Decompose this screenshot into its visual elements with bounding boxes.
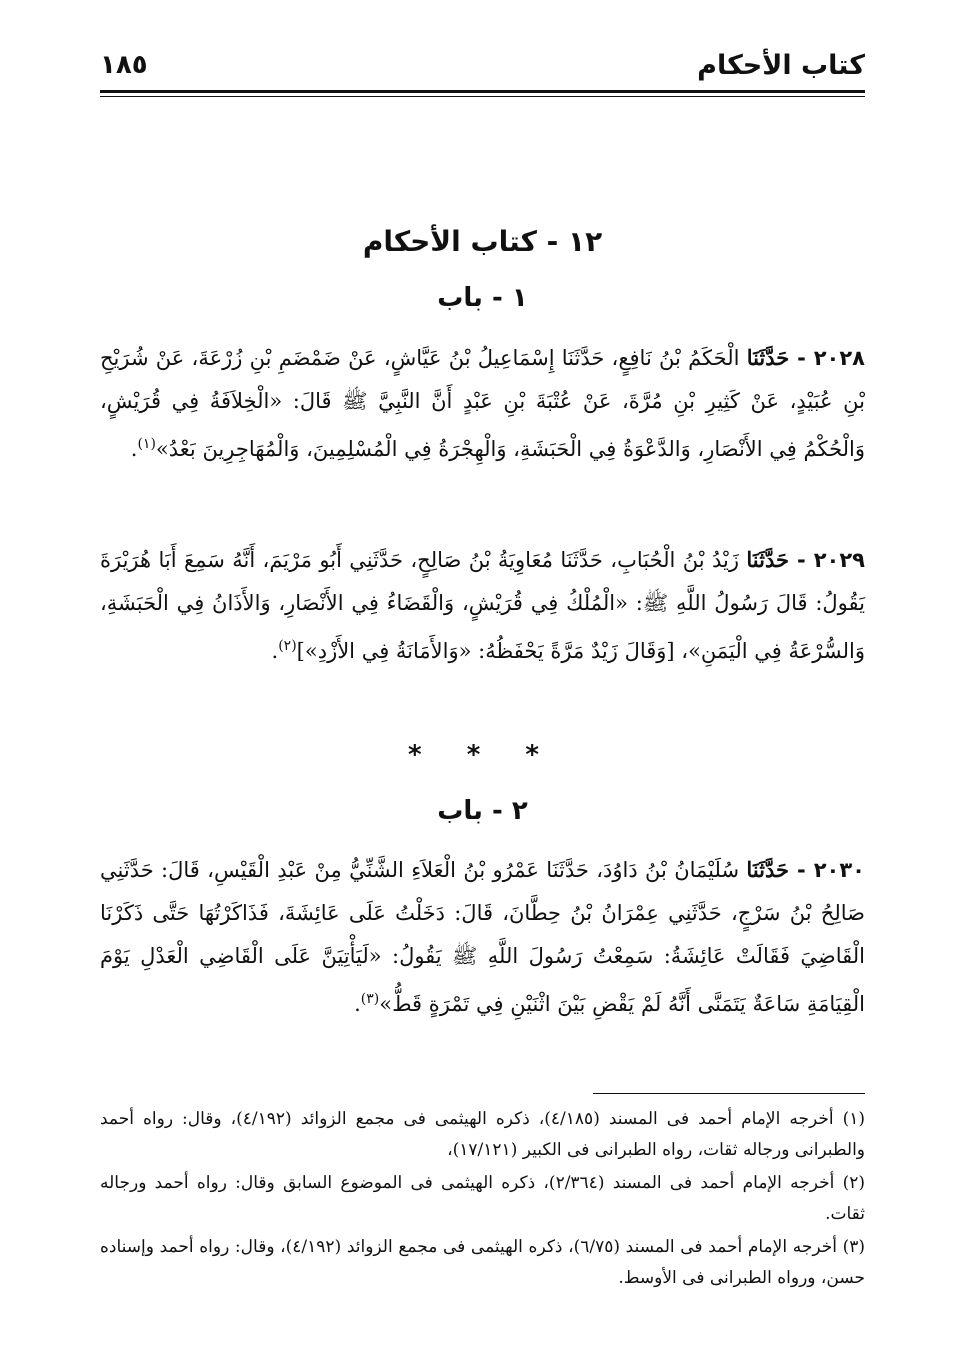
hadith-2028 (100, 336, 865, 471)
hadith-lead: حَدَّثَنَا (746, 345, 790, 370)
hadith-text: زَيْدُ بْنُ الْحُبَابِ، حَدَّثَنَا مُعَاوِيَةُ بْنُ صَالِحٍ، حَدَّثَنِي أَبُو مَرْيَمَ، أَنَّهُ سَمِعَ أَبَا هُرَيْرَةَ يَقُولُ: قَالَ رَسُولُ اللَّهِ ﷺ: «الْمُلْكُ فِي قُرَيْشٍ، وَالْقَضَاءُ فِي الأَنْصَارِ، وَالأَذَانُ فِي الْحَبَشَةِ، وَالسُّرْعَةُ فِي الْيَمَنِ»، [وَقَالَ زَيْدٌ مَرَّةً يَحْفَظُهُ: «وَالأَمَانَةُ فِي الأَزْدِ»] (100, 548, 865, 663)
hadith-end: . (271, 639, 279, 663)
hadith-lead: حَدَّثَنَا (746, 857, 790, 882)
hadith-text: سُلَيْمَانُ بْنُ دَاوُدَ، حَدَّثَنَا عَمْرُو بْنُ الْعَلاَءِ الشَّنِّيُّ مِنْ عَبْدِ الْقَيْسِ، قَالَ: حَدَّثَنِي صَالِحُ بْنُ سَرْجٍ، حَدَّثَنِي عِمْرَانُ بْنُ حِطَّانَ، قَالَ: دَخَلْتُ عَلَى عَائِشَةَ، فَذَاكَرْتُهَا حَتَّى ذَكَرْنَا الْقَاضِيَ فَقَالَتْ عَائِشَةُ: سَمِعْتُ رَسُولَ اللَّهِ ﷺ يَقُولُ: «لَيَأْتِيَنَّ عَلَى الْقَاضِي الْعَدْلِ يَوْمَ الْقِيَامَةِ سَاعَةٌ يَتَمَنَّى أَنَّهُ لَمْ يَقْضِ بَيْنَ اثْنَيْنِ فِي تَمْرَةٍ قَطُّ» (100, 858, 865, 1016)
chapter-heading-2: ٢ - باب (437, 796, 528, 826)
footnote-ref[interactable]: (١) (137, 436, 156, 452)
hadith-2030 (100, 848, 865, 1026)
hadith-dash: - (789, 858, 814, 882)
hadith-number: ٢٠٢٨ (813, 346, 866, 370)
footnote-1: (١) أخرجه الإمام أحمد فى المسند (٤/١٨٥)، ذكره الهيثمى فى مجمع الزوائد (٤/١٩٢)، وقال: رواه أحمد والطبرانى ورجاله ثقات، رواه الطبرانى فى الكبير (١٧/١٢١)، (100, 1109, 865, 1160)
running-title: كتاب الأحكام (697, 50, 865, 81)
hadith-dash: - (788, 548, 814, 572)
book-title: ١٢ - كتاب الأحكام (362, 225, 603, 258)
footnotes (100, 1104, 865, 1296)
running-header (100, 40, 865, 86)
hadith-end: . (354, 992, 361, 1016)
hadith-number: ٢٠٣٠ (813, 858, 865, 882)
footnote-divider (593, 1093, 865, 1094)
hadith-end: . (130, 437, 138, 461)
hadith-2029 (100, 538, 865, 673)
header-rule-thin (100, 96, 865, 97)
section-separator: * * * (408, 740, 557, 770)
page-number: ١٨٥ (100, 50, 148, 80)
hadith-lead: حَدَّثَنَا (746, 547, 789, 572)
footnote-ref[interactable]: (٣) (360, 991, 380, 1007)
header-rule (100, 90, 865, 93)
footnote-2: (٢) أخرجه الإمام أحمد فى المسند (٢/٣٦٤)، ذكره الهيثمى فى الموضوع السابق وقال: رواه أحمد ورجاله ثقات. (100, 1173, 865, 1224)
hadith-text: الْحَكَمُ بْنُ نَافِعٍ، حَدَّثَنَا إِسْمَاعِيلُ بْنُ عَيَّاشٍ، عَنْ ضَمْضَمِ بْنِ زُرْعَةَ، عَنْ شُرَيْحِ بْنِ عُبَيْدٍ، عَنْ كَثِيرِ بْنِ مُرَّةَ، عَنْ عُتْبَةَ بْنِ عَبْدٍ أَنَّ النَّبِيَّ ﷺ قَالَ: «الْخِلاَفَةُ فِي قُرَيْشٍ، وَالْحُكْمُ فِي الأَنْصَارِ، وَالدَّعْوَةُ فِي الْحَبَشَةِ، وَالْهِجْرَةُ فِي الْمُسْلِمِينَ، وَالْمُهَاجِرِينَ بَعْدُ» (100, 346, 865, 461)
hadith-number: ٢٠٢٩ (813, 548, 865, 572)
footnote-3: (٣) أخرجه الإمام أحمد فى المسند (٦/٧٥)، ذكره الهيثمى فى مجمع الزوائد (٤/١٩٢)، وقال: رواه أحمد وإسناده حسن، ورواه الطبرانى فى الأوسط. (100, 1237, 865, 1288)
footnote-ref[interactable]: (٢) (278, 638, 297, 654)
hadith-dash: - (789, 346, 814, 370)
chapter-heading-1: ١ - باب (437, 283, 528, 313)
